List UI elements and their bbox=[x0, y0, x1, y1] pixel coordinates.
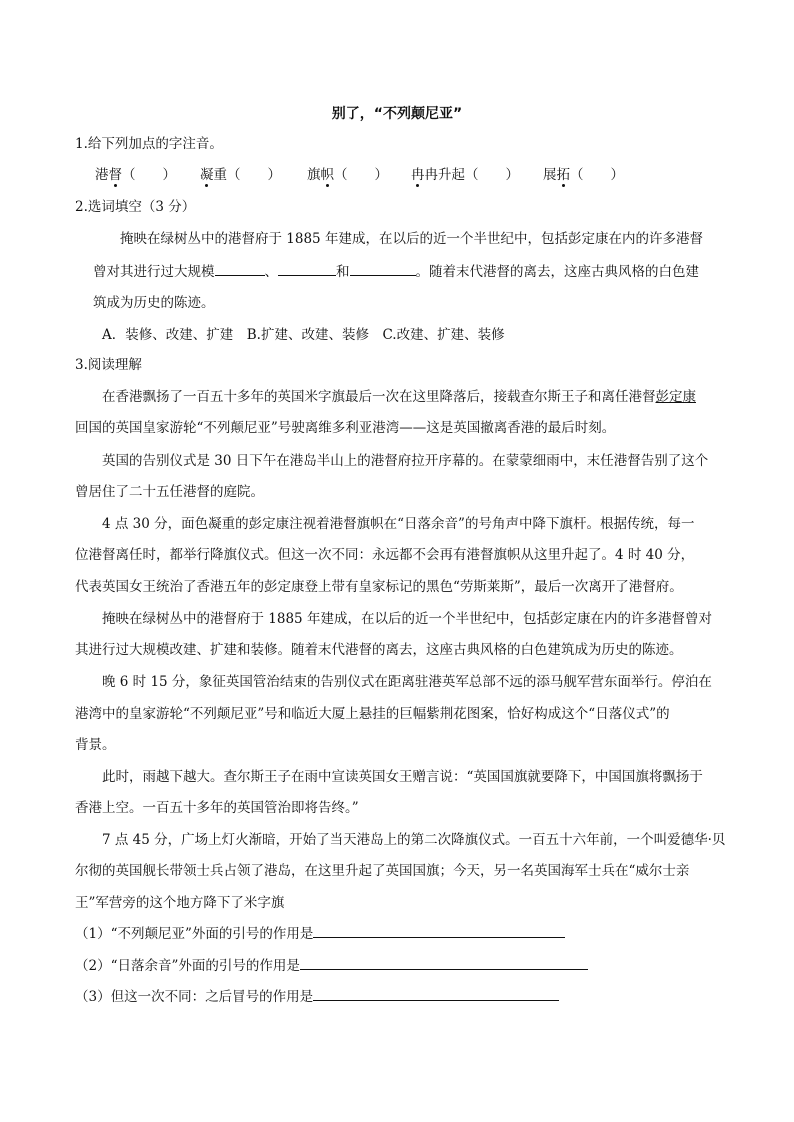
q3-para5-line2: 港湾中的皇家游轮“不列颠尼亚”号和临近大厦上悬挂的巨幅紫荆花图案，恰好构成这个“日落仪式”的 bbox=[75, 706, 670, 722]
answer-paren[interactable]: （ ） bbox=[570, 167, 624, 183]
q3-para7-line1: 7 点 45 分，广场上灯火渐暗，开始了当天港岛上的第二次降旗仪式。一百五十六年前，一个叫爱德华·贝 bbox=[102, 832, 726, 848]
q3-para6-line1: 此时，雨越下越大。查尔斯王子在雨中宣读英国女王赠言说：“英国国旗就要降下，中国国旗将飘扬于 bbox=[102, 769, 703, 785]
q1-heading: 1.给下列加点的字注音。 bbox=[75, 136, 223, 152]
answer-line-2[interactable] bbox=[300, 955, 588, 970]
pinyin-item-5 bbox=[543, 163, 624, 183]
pinyin-item-text: 展 bbox=[543, 167, 557, 183]
q3-sub-question-3 bbox=[75, 986, 559, 1007]
pinyin-item-text: 重 bbox=[213, 167, 227, 183]
q3-heading: 3.阅读理解 bbox=[75, 357, 142, 373]
dotted-char: 拓 bbox=[556, 167, 570, 183]
dotted-char: 冉 bbox=[411, 167, 425, 183]
q2-options: A．装修、改建、扩建 B.扩建、改建、装修 C.改建、扩建、装修 bbox=[102, 327, 505, 343]
pinyin-item-text: 港 bbox=[95, 167, 109, 183]
q2-passage-line-3: 筑成为历史的陈迹。 bbox=[93, 295, 215, 311]
pinyin-item-1 bbox=[95, 163, 176, 183]
q3-para1-line1 bbox=[102, 387, 696, 407]
q3-text: 在香港飘扬了一百五十多年的英国米字旗最后一次在这里降落后，接载查尔斯王子和离任港督 bbox=[102, 389, 656, 405]
pinyin-item-text: 冉升起 bbox=[424, 167, 465, 183]
pinyin-item-3 bbox=[307, 163, 388, 183]
sub-question-text: （3）但这一次不同：之后冒号的作用是 bbox=[75, 989, 314, 1005]
q3-para6-line2: 香港上空。一百五十多年的英国管治即将告终。” bbox=[75, 800, 359, 816]
q3-para2-line1: 英国的告别仪式是 30 日下午在港岛半山上的港督府拉开序幕的。在蒙蒙细雨中，末任港督告别了这个 bbox=[102, 453, 709, 469]
q3-para7-line2: 尔彻的英国舰长带领士兵占领了港岛，在这里升起了英国国旗；今天，另一名英国海军士兵在“威尔士亲 bbox=[75, 863, 690, 879]
q3-para3-line1: 4 点 30 分，面色凝重的彭定康注视着港督旗帜在“日落余音”的号角声中降下旗杆。根据传统，每一 bbox=[102, 516, 695, 532]
underlined-name: 彭定康 bbox=[655, 389, 696, 405]
pinyin-item-text: 旗 bbox=[307, 167, 321, 183]
q3-para5-line1: 晚 6 时 15 分，象征英国管治结束的告别仪式在距离驻港英军总部不远的添马舰军营东面举行。停泊在 bbox=[102, 674, 712, 690]
document-title: 别了，“不列颠尼亚” bbox=[331, 106, 463, 122]
q3-para7-line3: 王”军营旁的这个地方降下了米字旗 bbox=[75, 895, 285, 911]
answer-paren[interactable]: （ ） bbox=[122, 167, 176, 183]
pinyin-item-4 bbox=[411, 163, 519, 183]
answer-paren[interactable]: （ ） bbox=[465, 167, 519, 183]
q3-sub-question-2 bbox=[75, 955, 588, 976]
q2-text: 曾对其进行过大规模 bbox=[93, 264, 215, 280]
fill-blank-2[interactable] bbox=[278, 261, 336, 276]
dotted-char: 督 bbox=[108, 167, 122, 183]
q3-para1-line2: 回国的英国皇家游轮“不列颠尼亚”号驶离维多利亚港湾——这是英国撤离香港的最后时刻。 bbox=[75, 420, 616, 436]
q2-passage-line-2 bbox=[93, 261, 699, 282]
q3-para5-line3: 背景。 bbox=[75, 737, 116, 753]
dotted-char: 帜 bbox=[320, 167, 334, 183]
q3-para4-line2: 其进行过大规模改建、扩建和装修。随着末代港督的离去，这座古典风格的白色建筑成为历史的陈迹。 bbox=[75, 642, 683, 658]
q3-para3-line3: 代表英国女王统治了香港五年的彭定康登上带有皇家标记的黑色“劳斯莱斯”，最后一次离开了港督府。 bbox=[75, 579, 683, 595]
pinyin-item-2 bbox=[200, 163, 281, 183]
q2-passage-line-1: 掩映在绿树丛中的港督府于 1885 年建成，在以后的近一个半世纪中，包括彭定康在内的许多港督 bbox=[120, 231, 703, 247]
q2-text: 、 bbox=[264, 264, 278, 280]
q2-text: 和 bbox=[336, 264, 350, 280]
q3-para3-line2: 位港督离任时，都举行降旗仪式。但这一次不同：永远都不会再有港督旗帜从这里升起了。4 时 40 分， bbox=[75, 547, 695, 563]
fill-blank-1[interactable] bbox=[215, 261, 265, 276]
q3-sub-question-1 bbox=[75, 923, 565, 944]
q3-para4-line1: 掩映在绿树丛中的港督府于 1885 年建成，在以后的近一个半世纪中，包括彭定康在内的许多港督曾对 bbox=[102, 611, 712, 627]
sub-question-text: （1）“不列颠尼亚”外面的引号的作用是 bbox=[75, 926, 314, 942]
answer-line-1[interactable] bbox=[313, 923, 565, 938]
dotted-char: 凝 bbox=[200, 167, 214, 183]
answer-line-3[interactable] bbox=[313, 986, 559, 1001]
answer-paren[interactable]: （ ） bbox=[334, 167, 388, 183]
q2-heading: 2.选词填空（3 分） bbox=[75, 199, 196, 215]
sub-question-text: （2）“日落余音”外面的引号的作用是 bbox=[75, 958, 300, 974]
answer-paren[interactable]: （ ） bbox=[227, 167, 281, 183]
q2-text: 。随着末代港督的离去，这座古典风格的白色建 bbox=[415, 264, 699, 280]
q3-para2-line2: 曾居住了二十五任港督的庭院。 bbox=[75, 484, 264, 500]
fill-blank-3[interactable] bbox=[350, 261, 416, 276]
